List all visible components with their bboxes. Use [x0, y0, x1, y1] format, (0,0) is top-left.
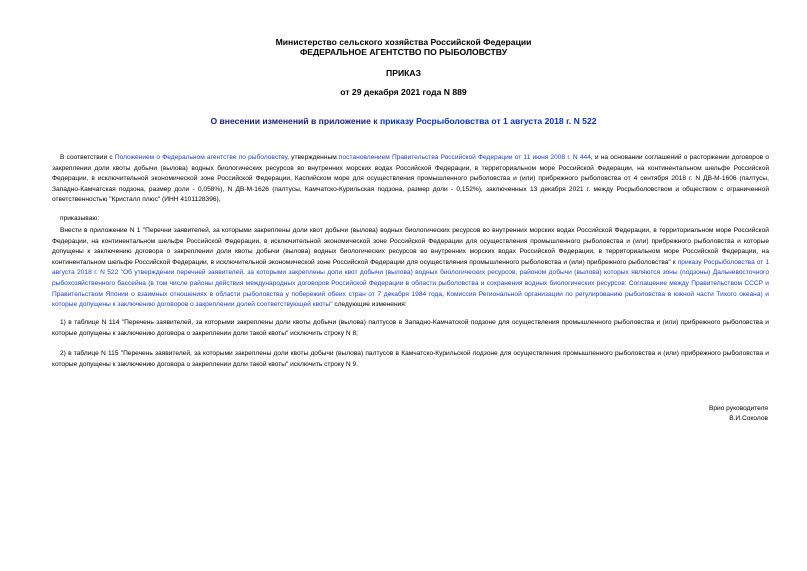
- order-522-link[interactable]: приказу Росрыболовства от 1 августа 2018 г. N 522 "Об утверждении перечней заявителей, за которыми закреплены доли квот добычи (вылова) водных биологических ресурсов, районом добычи (вылова) которых являются зоны (подзоны) Дальневосточного рыбохозяйственного бассейна (в том числе районы действия международных договоров Российской Федерации в области рыболовства и сохранения водных биологических ресурсов:: [52, 258, 770, 287]
- item-2: [52, 349, 769, 370]
- item-2-text: 2) в таблице N 115 "Перечень заявителей, за которыми закреплены доли квоты добычи (вылова) палтусов в Камчатско-Курильской подзоне для осуществления промышленного рыболовства и (или) прибрежного рыболовства и которые допущены к заключению договора о закреплении доли такой квоты" исключить строку N 9.: [52, 350, 769, 368]
- main-text-2: ,: [442, 290, 447, 298]
- item-1: [52, 318, 769, 339]
- intro-text-1: В соответствии с: [60, 154, 115, 161]
- main-text-1: Внести в приложение N 1 "Перечни заявителей, за которыми закреплены доли квот добычи (вылова) водных биологических ресурсов во внутренних морских водах Российской Федерации, в территориальном море Российской Федерации, на континентальном шельфе Российской Федерации, в исключительной экономической зоне Российской Федерации для осуществления промышленного рыболовства и (или) прибрежного рыболовства и которые допущены к заключению договора о закреплении доли квоты добычи (вылова) водных биологических ресурсов во внутренних морских водах Российской Федерации, в территориальном море Российской Федерации, на континентальном шельфе Российской Федерации, в исключительной экономической зоне Российской Федерации для осуществления промышленного рыболовства и (или) прибрежного рыболовства" к: [52, 227, 769, 266]
- intro-text-3: , и на основании соглашений о расторжении договоров о закреплении доли квоты добычи (вылова) водных биологических ресурсов во внутренних морских водах Российской Федерации, в территориальном море Российской Федерации, на континентальном шельфе Российской Федерации, в исключительной экономической зоне Российской Федерации, Каспийском море для осуществления промышленного рыболовства и (или) прибрежного рыболовства от 4 сентября 2018 г. N ДВ-М-1606 (палтусы, Западно-Камчатская подзона, размер доли - 0,058%), N ДВ-М-1626 (палтусы, Камчатско-Курильская подзона, размер доли - 0,152%), заключенных 13 декабря 2021 г. между Росрыболовством и обществом с ограниченной ответственностью "Кристалл плюс" (ИНН 4101128396),: [52, 154, 769, 204]
- signature-block: [709, 404, 768, 424]
- ussr-japan-agreement-link[interactable]: Соглашение между Правительством СССР и Правительством Японии о взаимных отношениях в области рыболовства у побережий обеих стран от 7 декабря 1984 года: [52, 279, 769, 298]
- order-word-text: приказываю:: [60, 215, 100, 222]
- order-word: [52, 214, 769, 225]
- intro-paragraph: [52, 153, 769, 206]
- main-paragraph: [52, 226, 769, 311]
- agency-heading: ФЕДЕРАЛЬНОЕ АГЕНТСТВО ПО РЫБОЛОВСТВУ: [299, 47, 508, 57]
- order-522-link-end[interactable]: ) и которые допущены к заключению договоров о закреплении долей соответствующей квоты": [52, 290, 769, 309]
- title-order-link[interactable]: приказу Росрыболовства от 1 августа 2018 г. N 522: [379, 116, 597, 126]
- doc-type-heading: ПРИКАЗ: [386, 68, 421, 78]
- date-number: от 29 декабря 2021 года N 889: [340, 87, 467, 97]
- regulation-link[interactable]: Положением о Федеральном агентстве по рыболовству: [114, 154, 288, 161]
- item-1-text: 1) в таблице N 114 "Перечень заявителей, за которыми закреплены доли квоты добычи (вылова) палтусов в Западно-Камчатской подзоне для осуществления промышленного рыболовства и (или) прибрежного рыболовства и которые допущены к заключению договора о закреплении доли такой квоты" исключить строку N 8;: [52, 319, 769, 337]
- signatory-name: В.И.Соколов: [729, 415, 768, 422]
- signatory-position: Врио руководителя: [708, 405, 768, 412]
- government-decree-link[interactable]: постановлением Правительства Российской Федерации от 11 июня 2008 г. N 444: [338, 154, 591, 161]
- title-prefix: О внесении изменений в приложение к: [210, 116, 380, 126]
- ministry-heading: Министерство сельского хозяйства Российской Федерации: [275, 37, 532, 47]
- intro-text-2: , утвержденным: [287, 154, 339, 161]
- document-title: [0, 116, 807, 126]
- south-pacific-commission-link[interactable]: Комиссия Региональной организации по регулированию рыболовства в южной части Тихого океана: [446, 290, 761, 298]
- main-text-3: следующие изменения:: [332, 301, 407, 309]
